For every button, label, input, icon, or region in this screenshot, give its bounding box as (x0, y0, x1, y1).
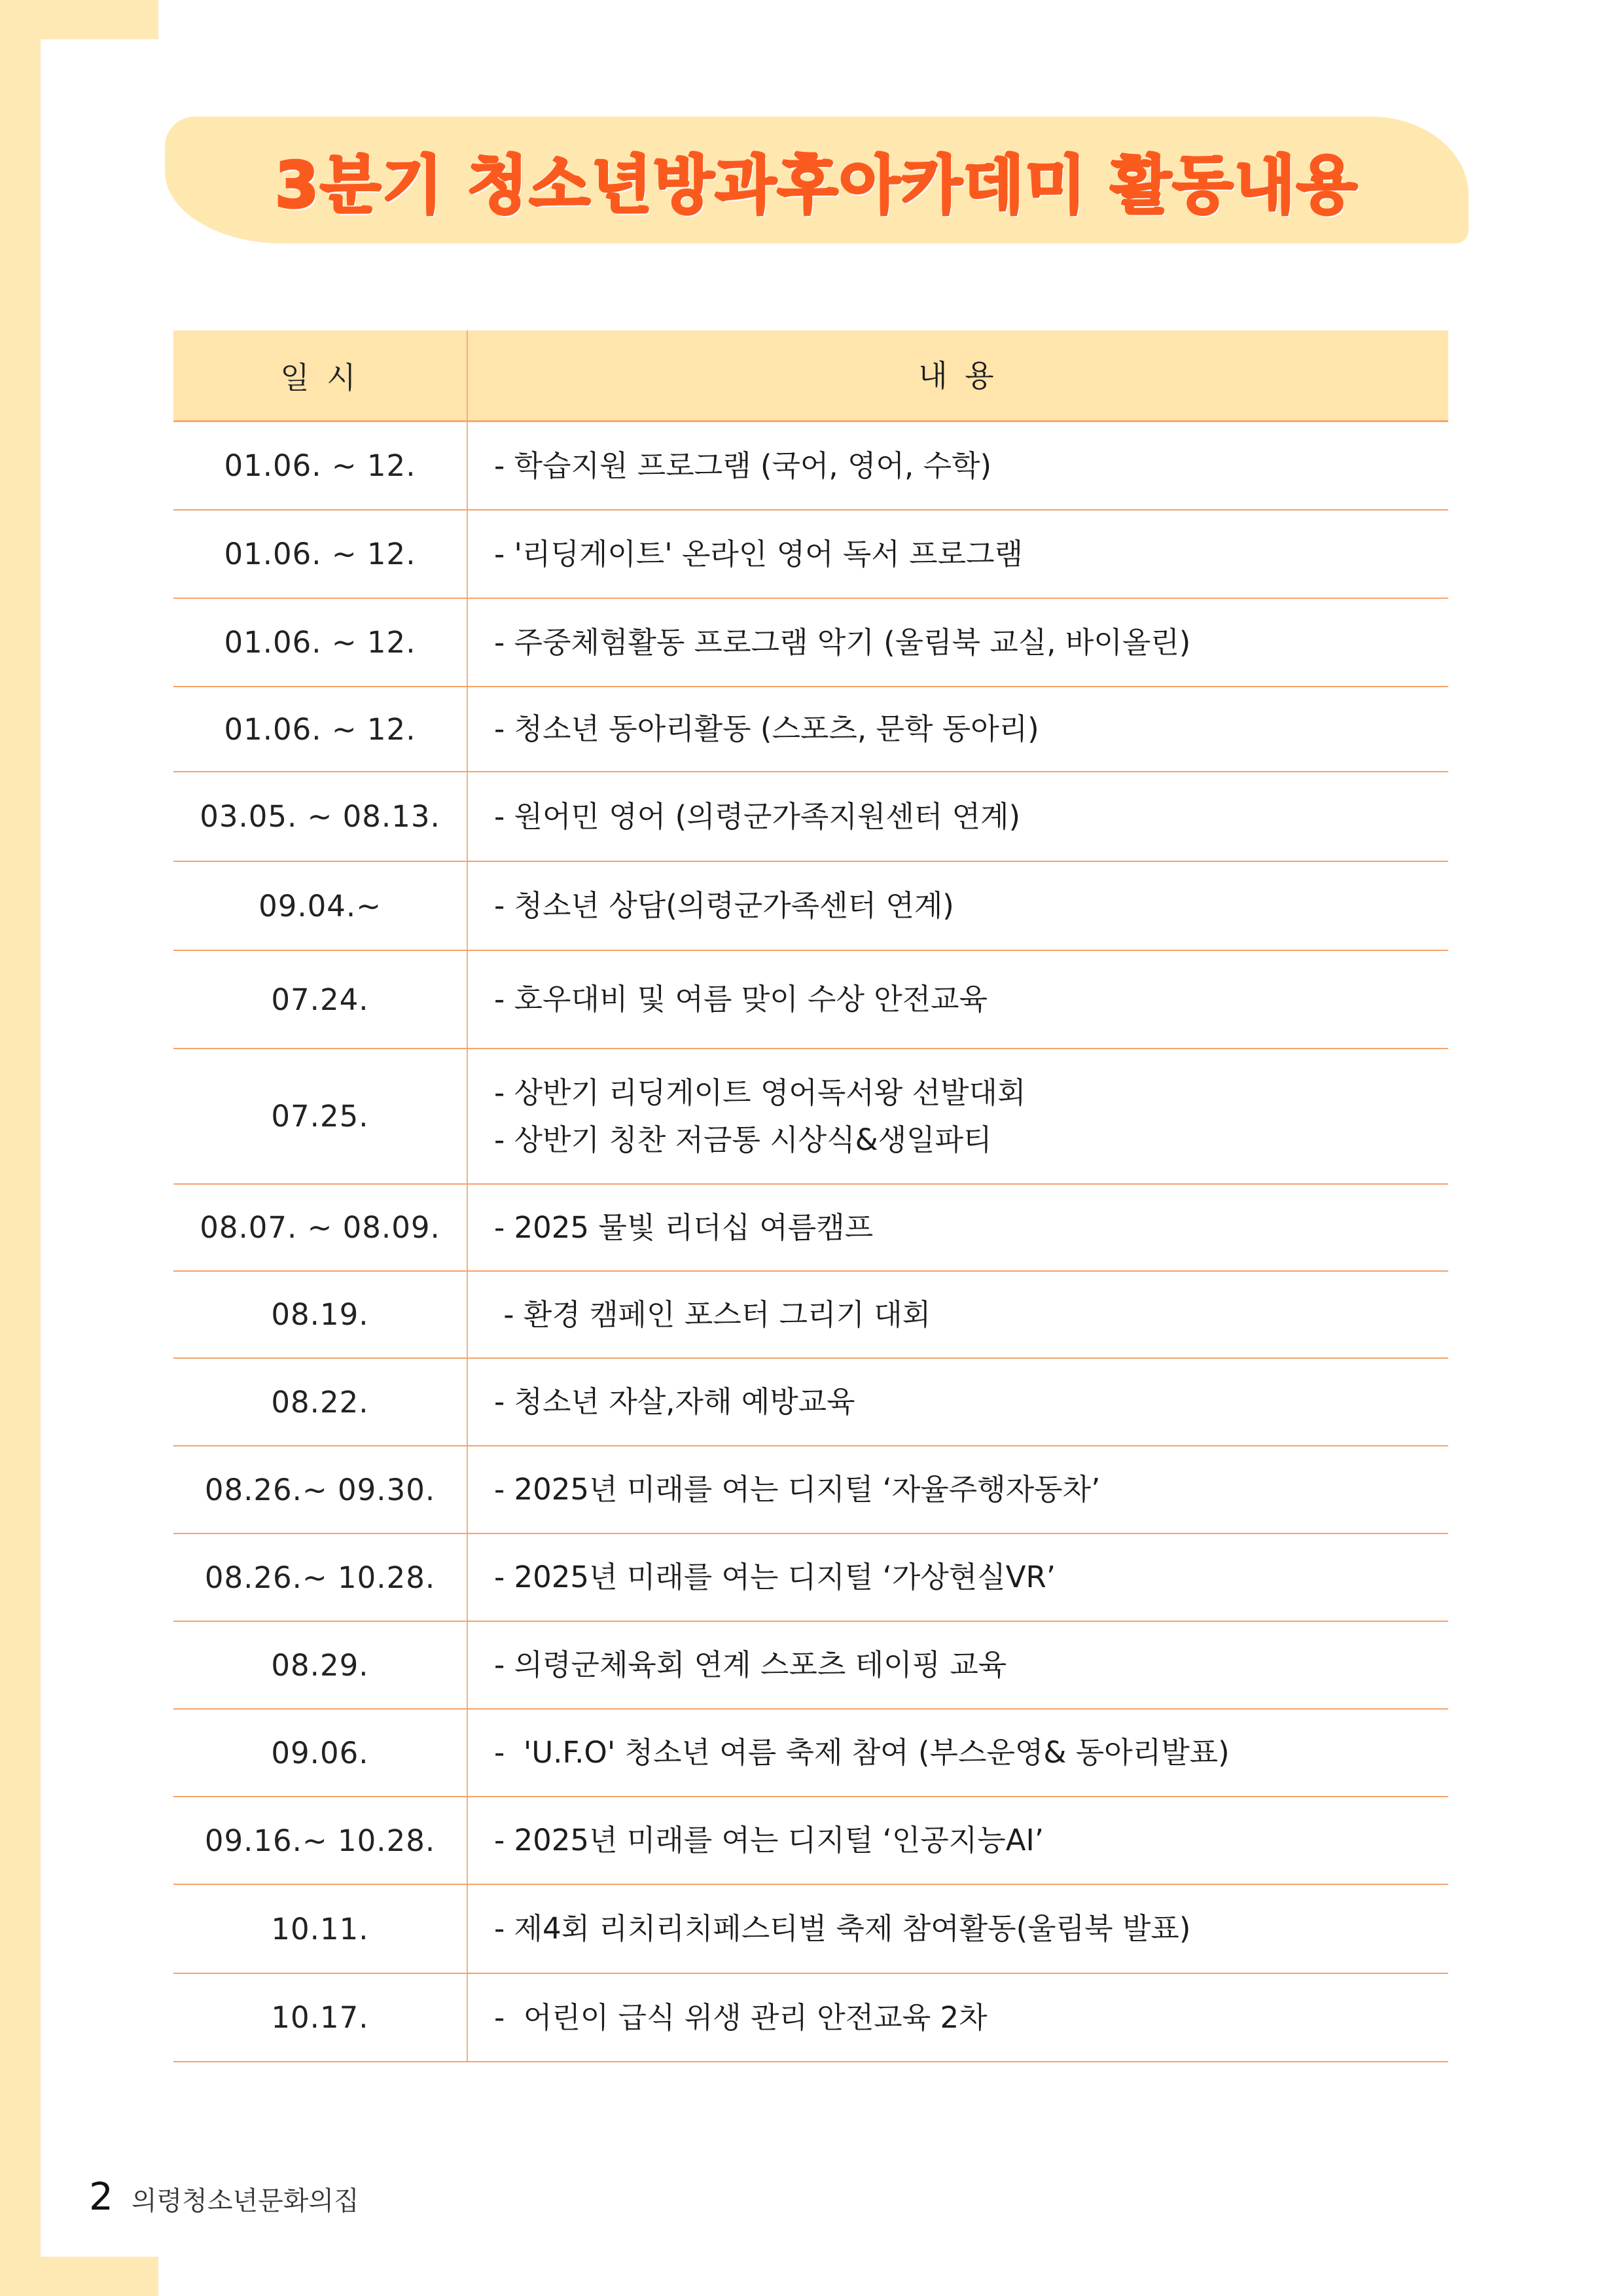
table-row (173, 772, 1448, 862)
table-row (173, 599, 1448, 687)
page-title: 3분기 청소년방과후아카데미 활동내용 (275, 148, 1359, 222)
row-date: 09.16.~ 10.28. (173, 1797, 468, 1884)
row-content (468, 1710, 1448, 1796)
publication-name: 의령청소년문화의집 (131, 2186, 359, 2216)
row-content-line: - 청소년 자살,자해 예방교육 (494, 1384, 855, 1419)
row-date: 08.22. (173, 1359, 468, 1445)
row-content (468, 1885, 1448, 1973)
row-content-line: - 상반기 리딩게이트 영어독서왕 선발대회 (494, 1075, 1026, 1110)
row-date: 09.06. (173, 1710, 468, 1796)
row-content (468, 1359, 1448, 1445)
row-content-line: - 상반기 칭찬 저금통 시상식&생일파티 (494, 1122, 992, 1157)
row-date: 07.25. (173, 1049, 468, 1183)
row-content-line: - 어린이 급식 위생 관리 안전교육 2차 (494, 2000, 988, 2035)
row-date: 08.26.~ 10.28. (173, 1534, 468, 1621)
row-content (468, 422, 1448, 509)
bottom-border-tab (41, 2257, 158, 2296)
table-row (173, 511, 1448, 599)
row-date: 08.29. (173, 1622, 468, 1708)
table-row (173, 1359, 1448, 1446)
row-date: 09.04.~ (173, 862, 468, 950)
row-content-line: - 청소년 상담(의령군가족센터 연계) (494, 888, 954, 923)
row-content-line: - 원어민 영어 (의령군가족지원센터 연계) (494, 798, 1021, 834)
row-content-line: - 'U.F.O' 청소년 여름 축제 참여 (부스운영& 동아리발표) (494, 1735, 1230, 1770)
page-number: 2 (89, 2174, 113, 2219)
row-content (468, 1797, 1448, 1884)
row-content (468, 1974, 1448, 2061)
row-content (468, 511, 1448, 598)
row-content (468, 1049, 1448, 1183)
row-content (468, 862, 1448, 950)
row-content-line: - 제4회 리치리치페스티벌 축제 참여활동(울림북 발표) (494, 1911, 1191, 1946)
row-content-line: - 학습지원 프로그램 (국어, 영어, 수학) (494, 448, 992, 483)
table-row (173, 1710, 1448, 1797)
table-row (173, 1797, 1448, 1885)
table-row (173, 1622, 1448, 1710)
row-content (468, 951, 1448, 1048)
header-content: 내 용 (918, 357, 998, 393)
row-content-line: - 2025년 미래를 여는 디지털 ‘인공지능AI’ (494, 1823, 1044, 1857)
table-row (173, 687, 1448, 772)
row-content-line: - 2025년 미래를 여는 디지털 ‘가상현실VR’ (494, 1560, 1056, 1594)
table-row (173, 1185, 1448, 1272)
row-date: 03.05. ~ 08.13. (173, 772, 468, 861)
table-row (173, 1272, 1448, 1359)
table-row (173, 862, 1448, 951)
row-content (468, 1534, 1448, 1621)
row-date: 01.06. ~ 12. (173, 599, 468, 686)
page-footer (89, 2174, 359, 2219)
top-border-tab (41, 0, 158, 39)
row-date: 01.06. ~ 12. (173, 422, 468, 509)
schedule-table (173, 331, 1448, 2062)
row-date: 01.06. ~ 12. (173, 687, 468, 771)
table-row (173, 1534, 1448, 1622)
row-date: 08.26.~ 09.30. (173, 1446, 468, 1533)
row-date: 10.17. (173, 1974, 468, 2061)
header-date: 일 시 (173, 331, 468, 420)
row-date: 08.07. ~ 08.09. (173, 1185, 468, 1270)
table-row (173, 951, 1448, 1049)
row-content-line: - 2025년 미래를 여는 디지털 ‘자율주행자동차’ (494, 1472, 1101, 1507)
table-row (173, 1885, 1448, 1974)
row-content-line: - 환경 캠페인 포스터 그리기 대회 (494, 1297, 931, 1332)
left-border-strip (0, 0, 41, 2296)
table-row (173, 1974, 1448, 2062)
row-content-line: - 의령군체육회 연계 스포츠 테이핑 교육 (494, 1647, 1007, 1682)
row-date: 07.24. (173, 951, 468, 1048)
row-content (468, 1446, 1448, 1533)
row-content (468, 1185, 1448, 1270)
table-header-row (173, 331, 1448, 422)
table-body (173, 422, 1448, 2062)
row-content (468, 1272, 1448, 1357)
table-row (173, 422, 1448, 511)
row-date: 08.19. (173, 1272, 468, 1357)
row-content-line: - 2025 물빛 리더십 여름캠프 (494, 1210, 874, 1245)
row-content (468, 599, 1448, 686)
row-content-line: - 주중체험활동 프로그램 악기 (울림북 교실, 바이올린) (494, 624, 1191, 660)
table-row (173, 1446, 1448, 1534)
row-content (468, 772, 1448, 861)
row-content (468, 1622, 1448, 1708)
row-content-line: - '리딩게이트' 온라인 영어 독서 프로그램 (494, 536, 1024, 571)
row-content-line: - 호우대비 및 여름 맞이 수상 안전교육 (494, 982, 988, 1016)
row-date: 10.11. (173, 1885, 468, 1973)
table-row (173, 1049, 1448, 1185)
row-content-line: - 청소년 동아리활동 (스포츠, 문학 동아리) (494, 711, 1039, 746)
row-content (468, 687, 1448, 771)
row-date: 01.06. ~ 12. (173, 511, 468, 598)
